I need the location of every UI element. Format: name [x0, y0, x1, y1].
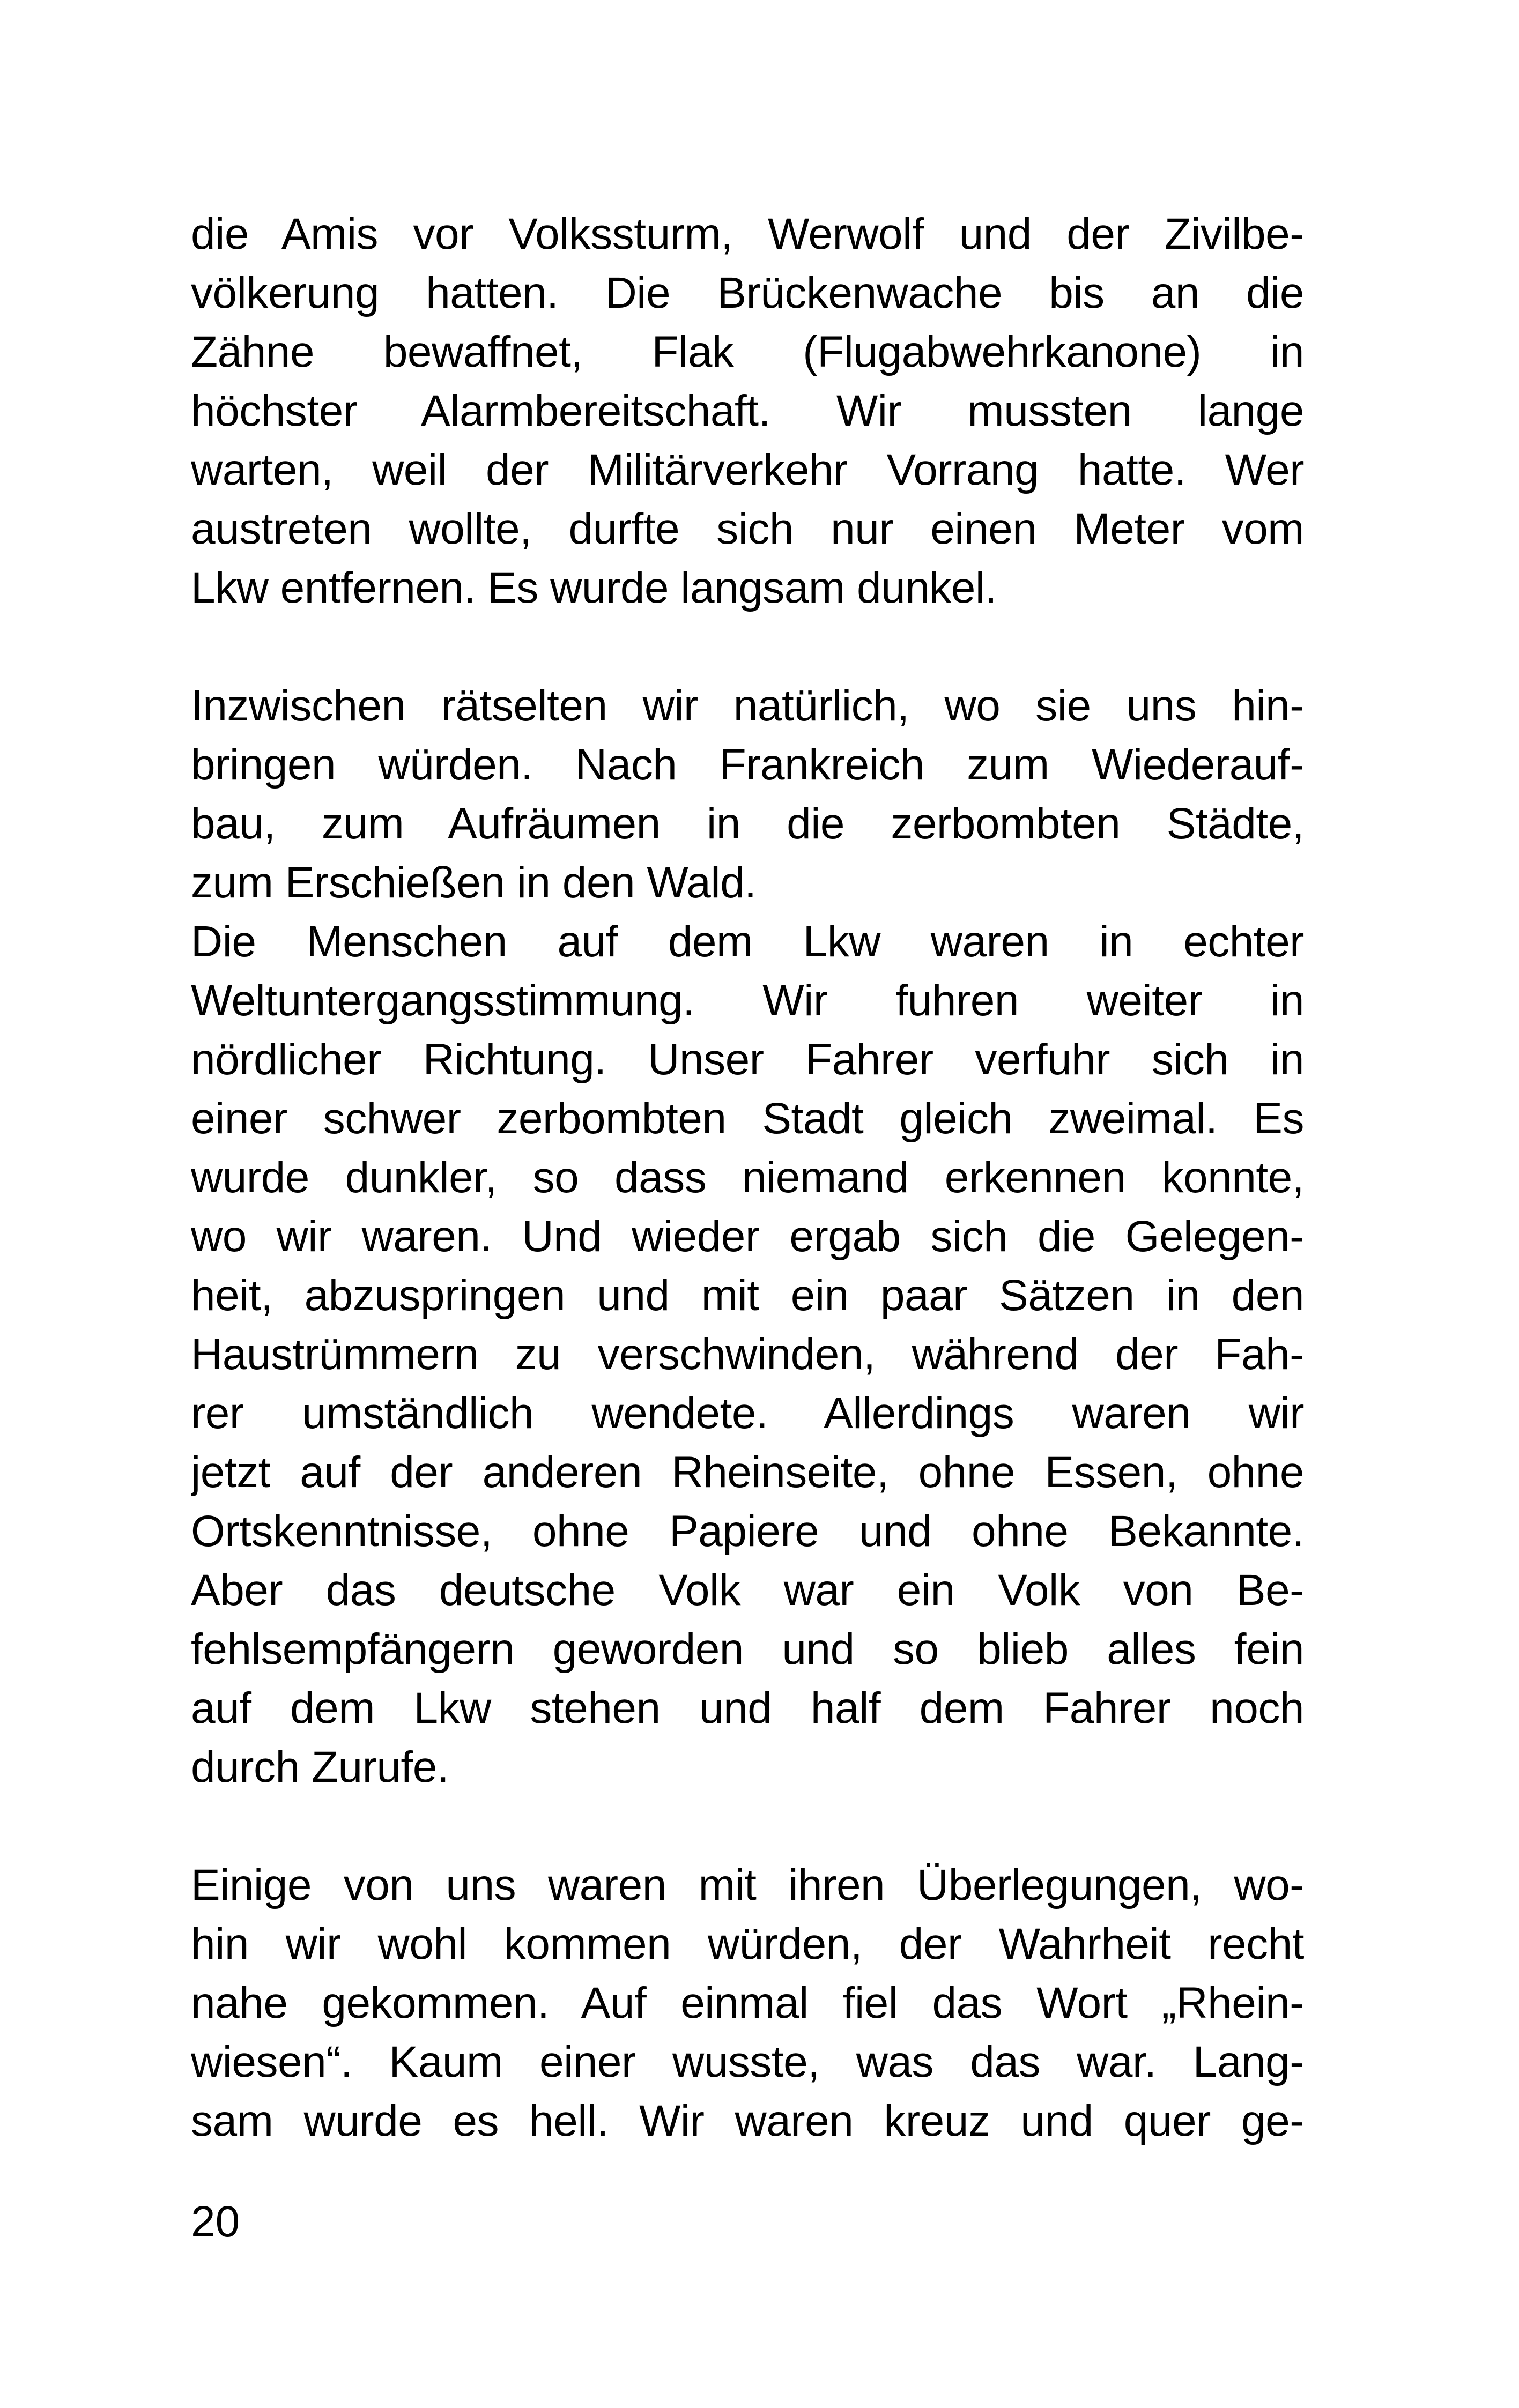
paragraph — [191, 912, 1304, 1797]
text-line: zum Erschießen in den Wald. — [191, 858, 757, 907]
text-line: fehlsempfängern geworden und so blieb alles fein — [191, 1625, 1304, 1674]
text-line: völkerung hatten. Die Brückenwache bis an die — [191, 269, 1304, 317]
text-line: Zähne bewaffnet, Flak (Flugabwehrkanone) in — [191, 328, 1304, 376]
text-line: austreten wollte, durfte sich nur einen Meter vom — [191, 504, 1304, 553]
text-line: wo wir waren. Und wieder ergab sich die Gelegen- — [191, 1212, 1304, 1261]
text-line: bau, zum Aufräumen in die zerbombten Städte, — [191, 799, 1304, 848]
paragraph — [191, 1856, 1304, 2151]
page-number: 20 — [191, 2197, 240, 2246]
text-line: Ortskenntnisse, ohne Papiere und ohne Bekannte. — [191, 1507, 1304, 1556]
text-line: durch Zurufe. — [191, 1743, 449, 1792]
text-line: wiesen“. Kaum einer wusste, was das war. Lang- — [191, 2038, 1304, 2086]
paragraph — [191, 677, 1304, 912]
text-line: Inzwischen rätselten wir natürlich, wo sie uns hin- — [191, 681, 1304, 730]
text-line: jetzt auf der anderen Rheinseite, ohne Essen, ohne — [191, 1448, 1304, 1497]
text-line: heit, abzuspringen und mit ein paar Sätzen in den — [191, 1271, 1304, 1320]
text-line: bringen würden. Nach Frankreich zum Wiederauf- — [191, 740, 1304, 789]
text-line: höchster Alarmbereitschaft. Wir mussten lange — [191, 387, 1304, 435]
text-line: warten, weil der Militärverkehr Vorrang hatte. Wer — [191, 445, 1304, 494]
paragraph — [191, 205, 1304, 618]
text-line: sam wurde es hell. Wir waren kreuz und quer ge- — [191, 2097, 1304, 2145]
text-block — [191, 205, 1304, 2151]
text-line: die Amis vor Volkssturm, Werwolf und der Zivilbe- — [191, 210, 1304, 258]
text-line: nördlicher Richtung. Unser Fahrer verfuhr sich in — [191, 1035, 1304, 1084]
text-line: Aber das deutsche Volk war ein Volk von Be- — [191, 1566, 1304, 1615]
text-line: Weltuntergangsstimmung. Wir fuhren weiter in — [191, 976, 1304, 1025]
text-line: Einige von uns waren mit ihren Überlegungen, wo- — [191, 1861, 1304, 1909]
text-line: wurde dunkler, so dass niemand erkennen konnte, — [191, 1153, 1304, 1202]
text-line: rer umständlich wendete. Allerdings waren wir — [191, 1389, 1304, 1438]
text-line: nahe gekommen. Auf einmal fiel das Wort „Rhein- — [191, 1979, 1304, 2027]
text-line: Haustrümmern zu verschwinden, während der Fah- — [191, 1330, 1304, 1379]
text-line: hin wir wohl kommen würden, der Wahrheit recht — [191, 1920, 1304, 1968]
text-line: auf dem Lkw stehen und half dem Fahrer noch — [191, 1684, 1304, 1733]
text-line: Lkw entfernen. Es wurde langsam dunkel. — [191, 563, 997, 612]
text-line: Die Menschen auf dem Lkw waren in echter — [191, 917, 1304, 966]
text-line: einer schwer zerbombten Stadt gleich zweimal. Es — [191, 1094, 1304, 1143]
